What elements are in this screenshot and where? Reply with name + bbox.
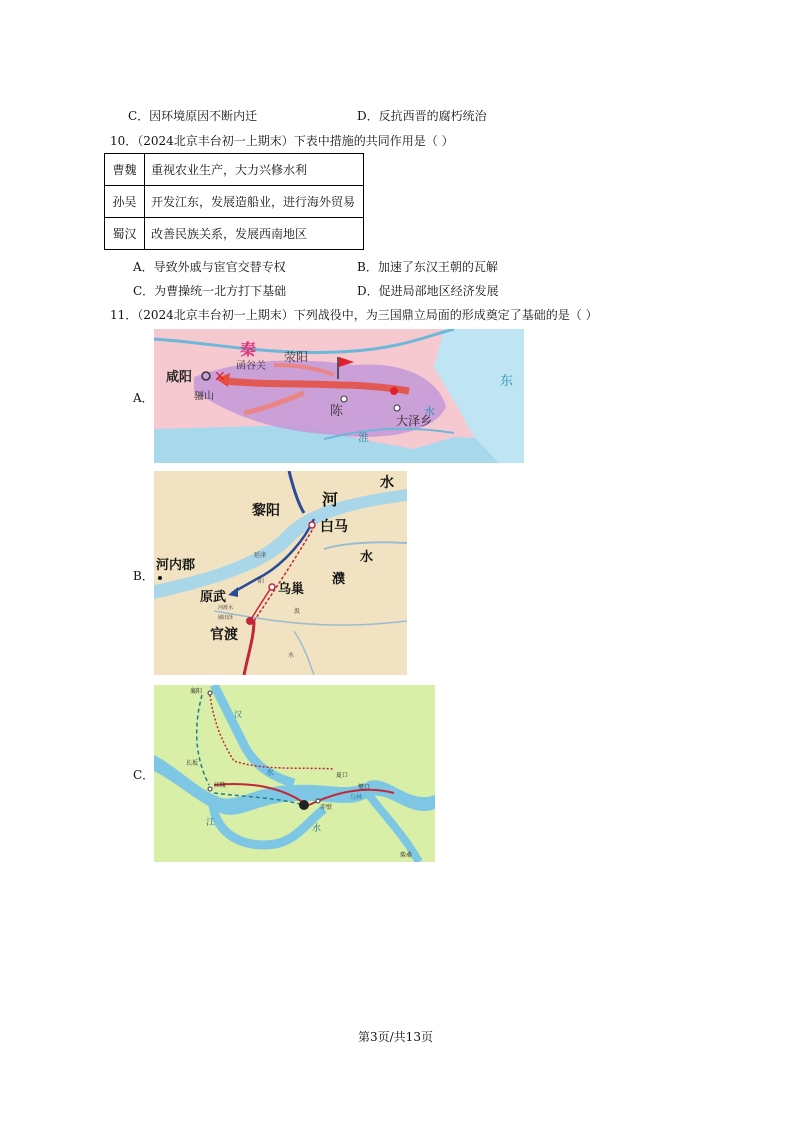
map-a-label-dong: 东 [500,374,514,389]
map-c-label-han: 汉 [234,710,242,719]
q10-option-a: A．导致外戚与宦官交替专权 [133,260,286,274]
map-a-label-huai: 淮 [358,431,369,444]
map-b-label-heji: 河渡水 [218,605,234,611]
map-b-label-yanjin: 延津 [254,552,267,559]
map-c-label-jiangling: 江陵 [214,782,227,789]
q10-option-b: B．加速了东汉王朝的瓦解 [357,260,498,274]
q11-stem: 11．（2024北京丰台初一上期末）下列战役中，为三国鼎立局面的形成奠定了基础的是（ ） [110,308,598,322]
table-cell-measure: 开发江东，发展造船业，进行海外贸易 [145,186,364,218]
q11-option-b-label: B． [133,569,154,583]
map-c-label-chaisang: 柴桑 [400,852,413,859]
map-c-label-fankou: 樊口 [358,784,371,791]
q9-option-c: C．因环境原因不断内迁 [128,109,258,123]
svg-text:✕: ✕ [214,369,226,385]
table-row [105,154,364,186]
map-b-label-pushui: 水 [360,550,374,565]
map-b-label-he: 河 [322,490,339,509]
map-a-label-xianyang: 咸阳 [166,370,193,385]
map-b-label-ji: 汲 [294,608,301,615]
table-cell-state: 孙吴 [105,186,145,218]
map-b-label-liyang: 黎阳 [252,503,280,519]
q10-stem: 10．（2024北京丰台初一上期末）下表中措施的共同作用是（ ） [110,134,454,148]
map-b-label-baima: 白马 [320,519,348,535]
map-c-label-wulin: 乌林 [350,794,363,801]
q10-table [104,153,364,250]
q11-option-a-label: A． [133,391,154,405]
map-b-label-pu: 濮 [332,572,346,587]
table-row [105,186,364,218]
table-cell-state: 蜀汉 [105,218,145,250]
map-b-label-guandu: 官渡 [210,627,238,643]
map-a-label-shui: 水 [424,405,435,418]
map-guandu-battle [154,471,407,675]
q9-option-d: D．反抗西晋的腐朽统治 [357,109,487,123]
table-cell-measure: 重视农业生产，大力兴修水利 [145,154,364,186]
map-b-label-wuchao: 乌巢 [278,582,305,597]
table-cell-state: 曹魏 [105,154,145,186]
map-b-label-yang: 阳 [258,578,265,585]
map-a-label-hangu: 函谷关 [236,361,266,372]
map-c-label-chibi: 赤壁 [320,804,333,811]
map-c-label-jiangshui: 水 [312,824,322,834]
map-a-label-qin: 秦 [240,340,257,359]
q10-option-c: C．为曹操统一北方打下基础 [133,284,287,298]
map-a-label-lishan: 骊山 [194,391,214,402]
page-number: 第3页/共13页 [358,1030,433,1044]
table-cell-measure: 改善民族关系，发展西南地区 [145,218,364,250]
q11-option-c-label: C． [133,768,155,782]
table-row [105,218,364,250]
map-dazexiang-uprising [154,329,524,463]
map-c-label-xiakou: 夏口 [336,772,349,779]
map-b-label-shui2: 水 [288,652,295,659]
map-a-label-xingyang: 荥阳 [284,350,309,364]
map-b-label-yuanwu: 原武 [200,590,227,605]
map-b-label-shui: 水 [380,475,394,491]
map-b-label-henei: 河内郡 [156,558,196,573]
map-c-label-xiangyang: 襄阳 [190,688,203,695]
map-chibi-battle [154,685,435,862]
map-c-label-changban: 长坂 [186,760,199,767]
q10-option-d: D．促进局部地区经济发展 [357,284,499,298]
map-c-label-shui: 水 [266,768,274,777]
map-a-label-daze: 大泽乡 [396,414,433,428]
map-c-label-jiang: 江 [206,818,216,828]
map-b-label-gutian: 圃田泽 [218,615,234,621]
map-a-label-chen: 陈 [330,404,344,419]
